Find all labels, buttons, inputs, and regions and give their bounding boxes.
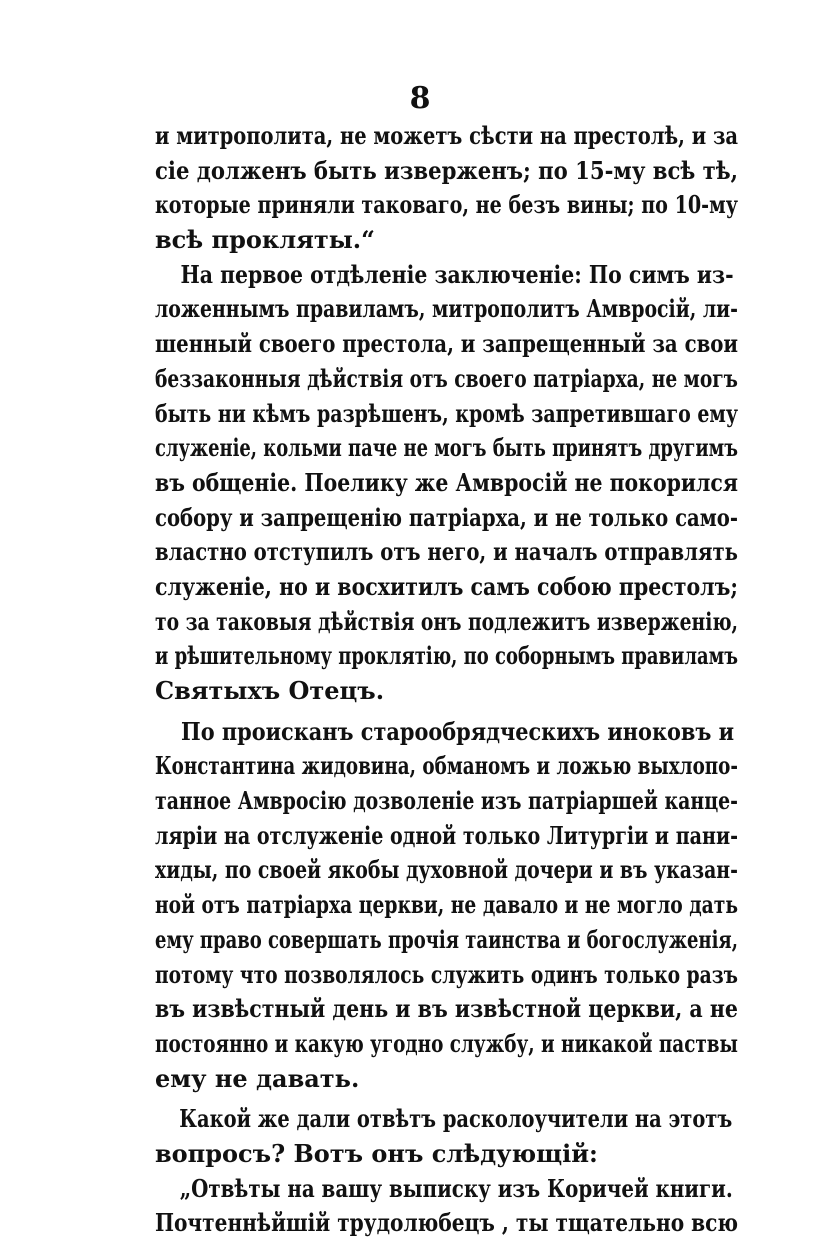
text-line: которые приняли таковаго, не безъ вины; по 10-му bbox=[155, 190, 738, 220]
paragraph-1 bbox=[155, 119, 738, 258]
paragraph-4 bbox=[155, 1102, 738, 1171]
text-line: ложеннымъ правиламъ, митрополитъ Амвросій, ли- bbox=[155, 294, 739, 324]
text-line: и рѣшительному проклятію, по соборнымъ правиламъ bbox=[155, 641, 739, 671]
text-line: сіе долженъ быть изверженъ; по 15-му всѣ тѣ, bbox=[155, 155, 739, 185]
text-line: шенный своего престола, и запрещенный за свои bbox=[155, 329, 739, 359]
text-line: Константина жидовина, обманомъ и ложью выхлопо- bbox=[155, 751, 738, 781]
text-line: ему право совершать прочія таинства и богослуженія, bbox=[155, 924, 738, 954]
text-line: ему не давать. bbox=[155, 1063, 360, 1093]
text-line: ляріи на отслуженіе одной только Литургіи и пани- bbox=[155, 820, 739, 850]
text-line: служеніе, но и восхитилъ самъ собою престолъ; bbox=[155, 571, 738, 601]
text-line: въ общеніе. Поелику же Амвросій не покорился bbox=[155, 467, 738, 497]
text-line: Какой же дали отвѣтъ расколоучители на этотъ bbox=[179, 1104, 733, 1134]
text-line: танное Амвросію дозволеніе изъ патріаршей канце- bbox=[155, 786, 739, 816]
text-line: „Отвѣты на вашу выписку изъ Коричей книги. bbox=[179, 1173, 733, 1203]
text-line: потому что позволялось служить одинъ только разъ bbox=[155, 959, 738, 989]
text-line: всѣ прокляты.“ bbox=[155, 225, 375, 255]
text-line: властно отступилъ отъ него, и началъ отправлять bbox=[155, 537, 738, 567]
text-line: собору и запрещенію патріарха, и не только само- bbox=[155, 502, 738, 532]
text-line: служеніе, кольми паче не могъ быть принятъ другимъ bbox=[155, 433, 738, 463]
text-line: ной отъ патріарха церкви, не давало и не могло дать bbox=[155, 890, 739, 920]
text-line: По происканъ старообрядческихъ иноковъ и bbox=[181, 716, 735, 746]
text-line: беззаконныя дѣйствія отъ своего патріарха, не могъ bbox=[155, 363, 738, 393]
text-line: хиды, по своей якобы духовной дочери и въ указан- bbox=[155, 855, 738, 885]
page-number: 8 bbox=[409, 81, 431, 116]
text-line: Святыхъ Отецъ. bbox=[155, 676, 385, 705]
text-line: вопросъ? Вотъ онъ слѣдующій: bbox=[155, 1138, 598, 1168]
text-line: Почтеннѣйшій трудолюбецъ , ты тщательно всю bbox=[155, 1208, 739, 1238]
body-text bbox=[155, 119, 738, 1241]
paragraph-5 bbox=[155, 1172, 738, 1241]
paragraph-3 bbox=[155, 715, 738, 1097]
text-line: На первое отдѣленіе заключеніе: По симъ из- bbox=[180, 259, 734, 289]
text-line: въ извѣстный день и въ извѣстной церкви, а не bbox=[155, 994, 738, 1024]
paragraph-2 bbox=[155, 258, 738, 709]
text-line: и митрополита, не можетъ сѣсти на престолѣ, и за bbox=[155, 121, 738, 150]
text-line: быть ни кѣмъ разрѣшенъ, кромѣ запретившаго ему bbox=[155, 398, 739, 428]
text-line: постоянно и какую угодно службу, и никакой паствы bbox=[155, 1028, 738, 1058]
text-line: то за таковыя дѣйствія онъ подлежитъ изверженію, bbox=[155, 606, 739, 636]
